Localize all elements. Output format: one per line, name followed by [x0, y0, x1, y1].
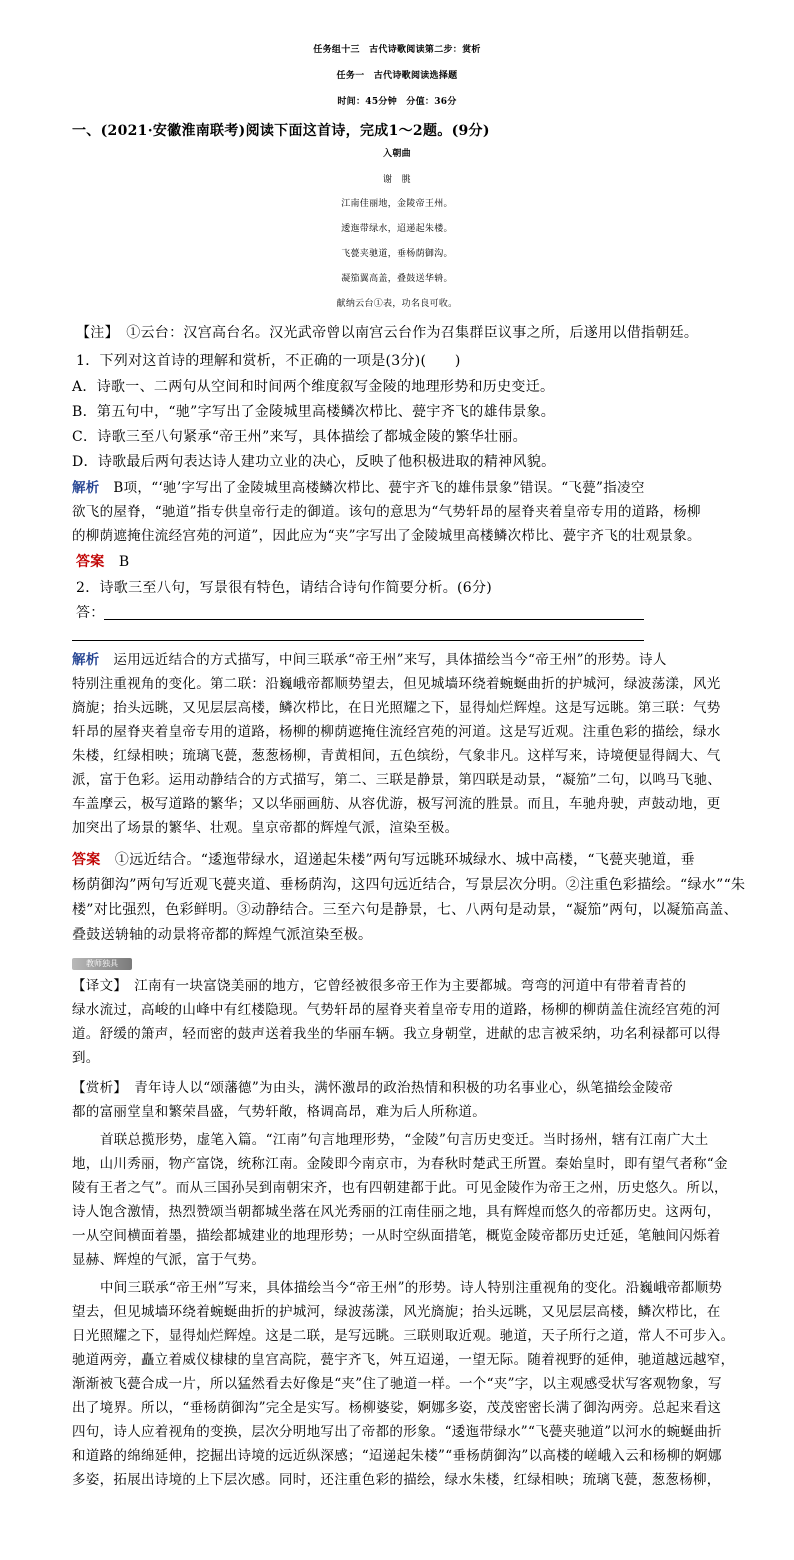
appreciation-line: 四句，诗人应着视角的变换，层次分明地写出了帝都的形象。“逶迤带绿水”“飞甍夹驰道”以河水的蜿蜒曲折	[72, 1424, 722, 1440]
poem-line: 逶迤带绿水，迢递起朱楼。	[341, 224, 453, 234]
option-b: B．第五句中，“驰”字写出了金陵城里高楼鳞次栉比、甍宇齐飞的雄伟景象。	[72, 404, 556, 420]
appreciation-line: 望去，但见城墙环绕着蜿蜒曲折的护城河，绿波荡漾，风光旖旎；抬头远眺，又见层层高楼，鳞次栉比，在	[72, 1304, 721, 1320]
appreciation-line: 诗人饱含激情，热烈赞颂当朝都城坐落在风光秀丽的江南佳丽之地，具有辉煌而悠久的帝都历史。这两句，	[72, 1204, 721, 1220]
analysis-text: 运用远近结合的方式描写，中间三联承“帝王州”来写，具体描绘当今“帝王州”的形势。诗人	[99, 652, 667, 668]
answer-label: 答案	[76, 554, 105, 570]
q2-answer-line	[72, 849, 695, 869]
q1-analysis-line: 欲飞的屋脊，“驰道”指专供皇帝行走的御道。该句的意思为“气势轩昂的屋脊夹着皇帝专用的道路，杨柳	[72, 504, 701, 520]
poem-line: 献纳云台①表，功名良可收。	[336, 299, 458, 309]
q2-answer-line: 杨荫御沟”两句写近观飞甍夹道、垂杨荫沟，这四句远近结合，写景层次分明。②注重色彩描绘。“绿水”“朱	[72, 877, 746, 893]
appreciation-line: 显赫、辉煌的气派，富于气势。	[72, 1252, 266, 1268]
question-1-stem: 1．下列对这首诗的理解和赏析，不正确的一项是(3分)( )	[76, 353, 461, 369]
poem-author: 谢 朓	[383, 175, 411, 185]
q2-analysis-line: 派，富于色彩。运用动静结合的方式描写，第二、三联是静景，第四联是动景，“凝笳”二句，以鸣马飞驰、	[72, 772, 722, 788]
section-intro: 一、(2021·安徽淮南联考)阅读下面这首诗，完成1～2题。(9分)	[72, 123, 490, 139]
poem-line: 江南佳丽地，金陵帝王州。	[341, 199, 453, 209]
option-c: C．诗歌三至八句紧承“帝王州”来写，具体描绘了都城金陵的繁华壮丽。	[72, 429, 527, 445]
page-title: 任务组十三 古代诗歌阅读第二步：赏析	[313, 45, 481, 55]
appreciation-line: 一从空间横面着墨，描绘都城建业的地理形势；一从时空纵面措笔，概览金陵帝都历史迁延，笔触间闪烁着	[72, 1228, 721, 1244]
option-a: A．诗歌一、二两句从空间和时间两个维度叙写金陵的地理形势和历史变迁。	[72, 379, 555, 395]
answer-prompt: 答：	[76, 605, 105, 621]
option-d: D．诗歌最后两句表达诗人建功立业的决心，反映了他积极进取的精神风貌。	[72, 454, 556, 470]
translation-line: 绿水流过，高峻的山峰中有红楼隐现。气势轩昂的屋脊夹着皇帝专用的道路，杨柳的柳荫盖住流经宫苑的河	[72, 1002, 721, 1018]
time-score: 时间：45分钟 分值：36分	[337, 97, 457, 107]
analysis-text: B项，“‘驰’字写出了金陵城里高楼鳞次栉比、甍宇齐飞的雄伟景象”错误。“飞甍”指凌空	[99, 480, 645, 496]
appreciation-line: 中间三联承“帝王州”写来，具体描绘当今“帝王州”的形势。诗人特别注重视角的变化。沿巍峨帝都顺势	[100, 1280, 723, 1296]
translation-line: 道。舒缓的箫声，轻而密的鼓声送着我坐的华丽车辆。我立身朝堂，进献的忠言被采纳，功名利禄都可以得	[72, 1026, 721, 1042]
analysis-label: 解析	[72, 480, 100, 496]
teacher-only-badge: 教师独具	[72, 958, 132, 970]
appreciation-line: 【赏析】 青年诗人以“颂藩德”为由头，满怀激昂的政治热情和积极的功名事业心，纵笔描绘金陵帝	[72, 1080, 674, 1096]
translation-line: 到。	[72, 1050, 100, 1066]
poem-line: 凝笳翼高盖，叠鼓送华辀。	[341, 274, 453, 284]
poem-title: 入朝曲	[383, 149, 411, 159]
q2-analysis-line	[72, 648, 667, 668]
analysis-label: 解析	[72, 652, 100, 668]
appreciation-line: 地，山川秀丽，物产富饶，统称江南。金陵即今南京市，为春秋时楚武王所置。秦始皇时，即有望气者称“金	[72, 1156, 728, 1172]
appreciation-line: 驰道两旁，矗立着威仪棣棣的皇宫高院，甍宇齐飞，舛互迢递，一望无际。随着视野的延伸，驰道越远越窄，	[72, 1352, 735, 1368]
appreciation-line: 陵有王者之气”。而从三国孙吴到南朝宋齐，也有四朝建都于此。可见金陵作为帝王之州，历史悠久。所以，	[72, 1180, 728, 1196]
poem-line: 飞甍夹驰道，垂杨荫御沟。	[341, 249, 453, 259]
appreciation-line: 首联总揽形势，虚笔入篇。“江南”句言地理形势，“金陵”句言历史变迁。当时扬州，辖有江南广大土	[100, 1132, 709, 1148]
appreciation-line: 渐渐被飞甍合成一片，所以猛然看去好像是“夹”住了驰道一样。一个“夹”字，以主观感受状写客观物象，写	[72, 1376, 722, 1392]
answer-text: ①远近结合。“逶迤带绿水，迢递起朱楼”两句写远眺环城绿水、城中高楼，“飞甍夹驰道，垂	[100, 852, 695, 868]
translation-line: 【译文】 江南有一块富饶美丽的地方，它曾经被很多帝王作为主要都城。弯弯的河道中有带着青苔的	[72, 978, 687, 994]
question-2-stem: 2．诗歌三至八句，写景很有特色，请结合诗句作简要分析。(6分)	[76, 580, 493, 596]
answer-text: B	[104, 554, 130, 570]
poem-note: 【注】 ①云台：汉宫高台名。汉光武帝曾以南宫云台作为召集群臣议事之所，后遂用以借指朝廷。	[76, 325, 699, 341]
q2-analysis-line: 特别注重视角的变化。第二联：沿巍峨帝都顺势望去，但见城墙环绕着蜿蜒曲折的护城河，绿波荡漾，风光	[72, 676, 721, 692]
q1-analysis-line: 的柳荫遮掩住流经宫苑的河道”，因此应为“夹”字写出了金陵城里高楼鳞次栉比、甍宇齐飞的壮观景象。	[72, 528, 701, 544]
q2-analysis-line: 旖旎；抬头远眺，又见层层高楼，鳞次栉比，在日光照耀之下，显得灿烂辉煌。这是写远眺。第三联：气势	[72, 700, 721, 716]
q2-answer-line: 楼”对比强烈，色彩鲜明。③动静结合。三至六句是静景，七、八两句是动景，“凝笳”两句，以凝笳高盖、	[72, 902, 738, 918]
appreciation-line: 多姿，拓展出诗境的上下层次感。同时，还注重色彩的描绘，绿水朱楼，红绿相映；琉璃飞甍，葱葱杨柳，	[72, 1472, 721, 1488]
q2-analysis-line: 加突出了场景的繁华、壮观。皇京帝都的辉煌气派，渲染至极。	[72, 820, 459, 836]
appreciation-line: 日光照耀之下，显得灿烂辉煌。这是二联，是写远眺。三联则取近观。驰道，天子所行之道，常人不可步入。	[72, 1328, 735, 1344]
page-subtitle: 任务一 古代诗歌阅读选择题	[336, 71, 458, 81]
answer-label: 答案	[72, 852, 101, 868]
appreciation-line: 出了境界。所以，“垂杨荫御沟”完全是实写。杨柳婆娑，婀娜多姿，茂茂密密长满了御沟两旁。总起来看这	[72, 1400, 722, 1416]
q2-answer-line: 叠鼓送辀轴的动景将帝都的辉煌气派渲染至极。	[72, 927, 373, 943]
appreciation-line: 和道路的绵绵延伸，挖掘出诗境的远近纵深感；“迢递起朱楼”“垂杨荫御沟”以高楼的嵯峨入云和杨柳的婀娜	[72, 1448, 722, 1464]
q2-analysis-line: 轩昂的屋脊夹着皇帝专用的道路，杨柳的柳荫遮掩住流经宫苑的河道。这是写近观。注重色彩的描绘，绿水	[72, 724, 721, 740]
q1-analysis-line	[72, 476, 645, 496]
appreciation-line: 都的富丽堂皇和繁荣昌盛，气势轩敞，格调高昂，难为后人所称道。	[72, 1104, 486, 1120]
q2-analysis-line: 朱楼，红绿相映；琉璃飞甍，葱葱杨柳，青黄相间，五色缤纷，气象非凡。这样写来，诗境便显得阔大、气	[72, 748, 721, 764]
answer-line	[72, 640, 644, 641]
q1-answer-line	[76, 551, 130, 571]
q2-analysis-line: 车盖摩云，极写道路的繁华；又以华丽画舫、从容优游，极写河流的胜景。而且，车驰舟驶，声鼓动地，更	[72, 796, 721, 812]
answer-line	[104, 619, 644, 620]
